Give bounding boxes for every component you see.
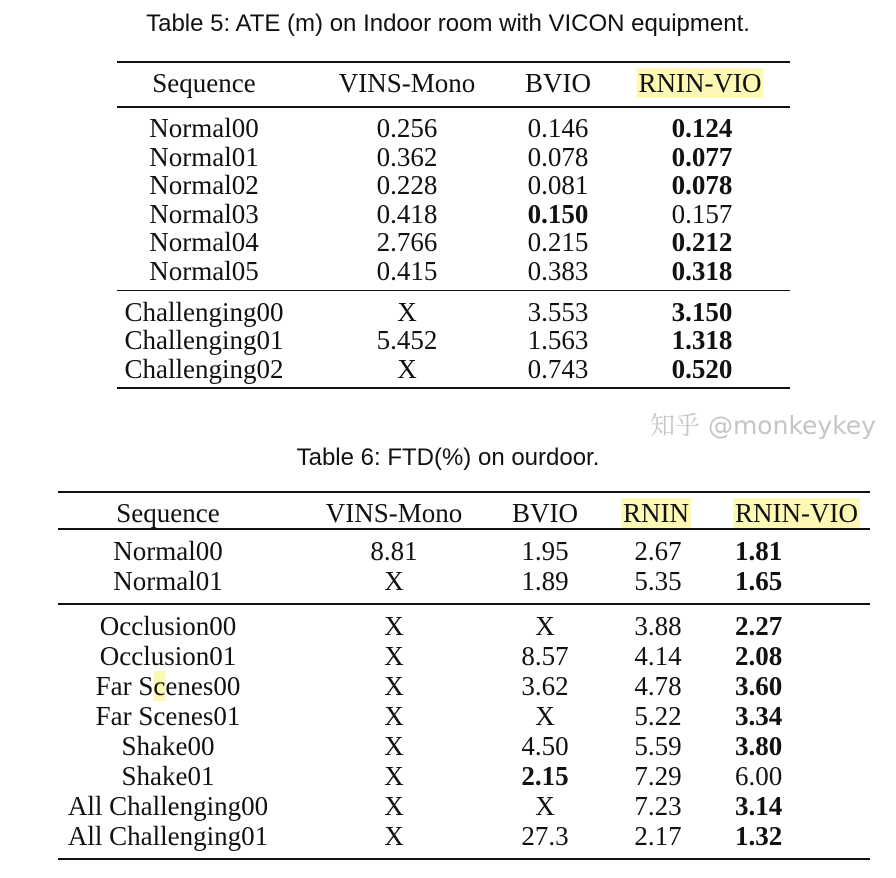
column-header: BVIO xyxy=(512,498,578,528)
table-cell: All Challenging00 xyxy=(67,791,269,821)
table-cell: 8.57 xyxy=(521,641,569,671)
table-cell: 1.65 xyxy=(735,566,783,596)
table-cell: 6.00 xyxy=(735,761,783,791)
table-cell: 5.22 xyxy=(634,701,682,731)
table-cell: X xyxy=(535,611,555,641)
column-header: RNIN-VIO xyxy=(638,68,762,98)
table-cell: Normal00 xyxy=(149,113,259,143)
header-row xyxy=(0,498,896,528)
table-cell: 0.150 xyxy=(527,198,589,229)
column-header: Sequence xyxy=(116,498,220,528)
column-header: RNIN xyxy=(623,498,689,528)
table-cell: 0.415 xyxy=(376,256,438,286)
table-cell: 1.95 xyxy=(521,536,569,566)
table-cell: 2.17 xyxy=(634,821,682,851)
table-cell: Shake01 xyxy=(121,761,215,791)
table-cell: 1.89 xyxy=(521,566,569,596)
table-cell: 0.362 xyxy=(376,141,438,172)
table-cell: 4.78 xyxy=(634,671,682,701)
table-cell: Normal01 xyxy=(149,141,259,172)
header-row xyxy=(0,68,896,98)
table-cell: 2.67 xyxy=(634,536,682,566)
table-row xyxy=(0,701,896,731)
table-row xyxy=(0,170,896,200)
table-cell: 3.88 xyxy=(634,611,682,641)
table-cell: 2.27 xyxy=(735,611,783,641)
text-highlight: c xyxy=(153,671,166,701)
table-cell: Occlusion00 xyxy=(99,611,237,641)
table-cell: 3.14 xyxy=(735,791,783,821)
table-cell: X xyxy=(384,791,404,821)
table-rule xyxy=(58,603,870,605)
table-cell: 0.743 xyxy=(527,353,589,384)
table-row xyxy=(0,199,896,229)
column-header: RNIN-VIO xyxy=(735,498,858,528)
table-cell: 4.14 xyxy=(634,641,682,671)
table-cell: 3.80 xyxy=(735,731,783,761)
table-cell: 5.35 xyxy=(634,566,682,596)
column-header: VINS-Mono xyxy=(325,498,463,528)
table-cell: 5.59 xyxy=(634,731,682,761)
table-cell: Normal05 xyxy=(149,256,259,286)
table-cell: 3.34 xyxy=(735,701,783,731)
table-cell: 0.318 xyxy=(671,256,733,286)
table-row xyxy=(0,731,896,761)
table-rule xyxy=(117,387,790,389)
table-cell: 0.077 xyxy=(671,141,733,172)
table-row xyxy=(0,325,896,355)
table-cell: 0.146 xyxy=(527,113,589,143)
table-cell: 3.150 xyxy=(671,296,733,327)
table-cell: X xyxy=(397,353,417,384)
table-cell: 2.08 xyxy=(735,641,783,671)
table-cell: X xyxy=(384,671,404,701)
watermark: 知乎 @monkeykey xyxy=(650,411,876,440)
table-row xyxy=(0,761,896,791)
table-cell: 0.383 xyxy=(527,256,589,286)
table-cell: 3.62 xyxy=(521,671,569,701)
table-cell: 0.081 xyxy=(527,170,589,201)
table-cell: 3.553 xyxy=(527,296,589,327)
table-cell: Normal03 xyxy=(149,198,259,229)
table-cell: Challenging01 xyxy=(124,325,284,356)
table-cell: 0.215 xyxy=(527,227,589,258)
table-row xyxy=(0,536,896,566)
table-cell: X xyxy=(535,701,555,731)
table-cell: X xyxy=(384,611,404,641)
table-cell: X xyxy=(384,731,404,761)
table-rule xyxy=(117,61,790,63)
table-cell: 4.50 xyxy=(521,731,569,761)
table-cell: Normal04 xyxy=(149,227,259,258)
table-row xyxy=(0,297,896,327)
table-rule xyxy=(58,858,870,860)
table-cell: 7.23 xyxy=(634,791,682,821)
table-cell: 0.228 xyxy=(376,170,438,201)
column-header: BVIO xyxy=(525,68,591,98)
table-row xyxy=(0,566,896,596)
table-cell: 8.81 xyxy=(370,536,418,566)
table-cell: 1.563 xyxy=(527,325,589,356)
table-cell: 2.766 xyxy=(376,227,438,258)
table-cell: 1.32 xyxy=(735,821,783,851)
table-cell: Occlusion01 xyxy=(99,641,237,671)
table-row xyxy=(0,113,896,143)
table-cell: 3.60 xyxy=(735,671,783,701)
table-row xyxy=(0,256,896,286)
table-cell: X xyxy=(384,761,404,791)
table-row xyxy=(0,821,896,851)
table-row xyxy=(0,671,896,701)
table-cell: All Challenging01 xyxy=(67,821,269,851)
table-cell: Normal02 xyxy=(149,170,259,201)
table-cell: 0.078 xyxy=(671,170,733,201)
table-cell: X xyxy=(535,791,555,821)
table-cell: 7.29 xyxy=(634,761,682,791)
table-cell: 5.452 xyxy=(376,325,438,356)
table-cell: 1.318 xyxy=(671,325,733,356)
table-row xyxy=(0,641,896,671)
table-rule xyxy=(58,528,870,530)
table-rule xyxy=(58,491,870,493)
table-cell: Normal00 xyxy=(113,536,223,566)
table-cell: X xyxy=(384,641,404,671)
column-header: VINS-Mono xyxy=(338,68,476,98)
table-row xyxy=(0,354,896,384)
table-cell: 0.078 xyxy=(527,141,589,172)
table-cell: Normal01 xyxy=(113,566,223,596)
column-header: Sequence xyxy=(152,68,256,98)
table-rule xyxy=(117,290,790,292)
table-cell: 0.256 xyxy=(376,113,438,143)
table-cell: Far Scenes00 xyxy=(95,671,241,701)
table-cell: 2.15 xyxy=(521,761,569,791)
table-row xyxy=(0,227,896,257)
table-cell: Challenging02 xyxy=(124,353,284,384)
table-cell: Challenging00 xyxy=(124,296,284,327)
table-rule xyxy=(117,106,790,108)
table-row xyxy=(0,611,896,641)
table-cell: 27.3 xyxy=(521,821,569,851)
table-cell: 1.81 xyxy=(735,536,783,566)
table-row xyxy=(0,791,896,821)
table-cell: 0.157 xyxy=(671,198,733,229)
table-row xyxy=(0,142,896,172)
table-cell: X xyxy=(384,701,404,731)
table-cell: 0.418 xyxy=(376,198,438,229)
table5-caption: Table 5: ATE (m) on Indoor room with VICON equipment. xyxy=(146,10,750,37)
table-cell: X xyxy=(384,566,404,596)
table-cell: Far Scenes01 xyxy=(95,701,241,731)
table-cell: 0.212 xyxy=(671,227,733,258)
table-cell: 0.520 xyxy=(671,353,733,384)
table-cell: Shake00 xyxy=(121,731,215,761)
table-cell: X xyxy=(397,296,417,327)
table6-caption: Table 6: FTD(%) on ourdoor. xyxy=(296,444,600,471)
table-cell: 0.124 xyxy=(671,113,733,143)
table-cell: X xyxy=(384,821,404,851)
